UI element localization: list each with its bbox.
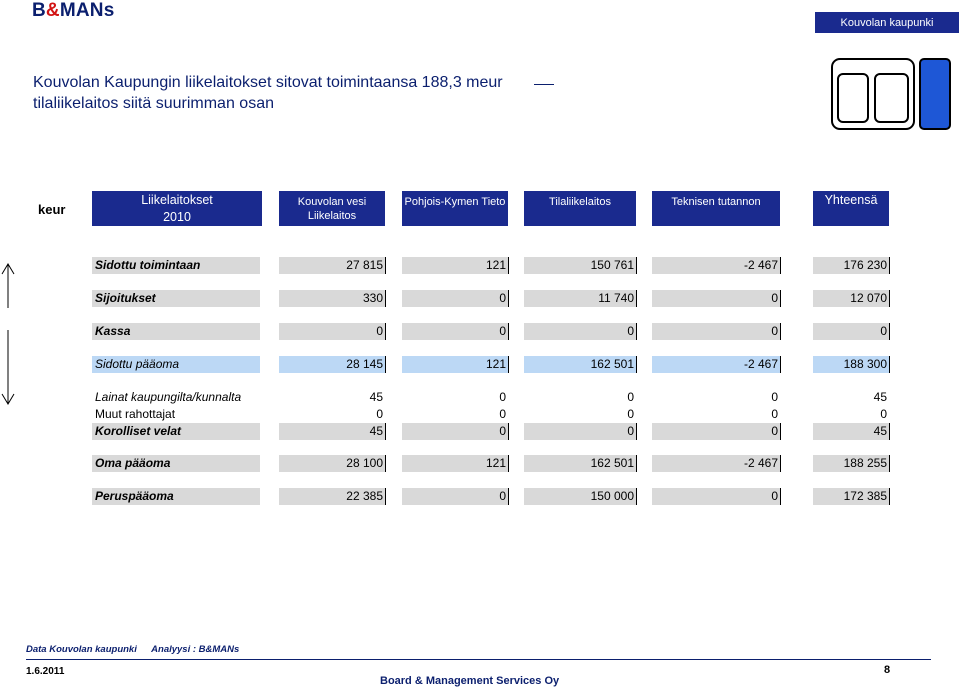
header-line: Pohjois-Kymen Tieto bbox=[404, 196, 506, 208]
title-dash bbox=[534, 84, 554, 85]
header-liikelaitokset bbox=[92, 191, 262, 226]
header-tilaliikelaitos bbox=[524, 191, 636, 226]
row-label: Korolliset velat bbox=[92, 423, 260, 440]
header-line: Teknisen tutannon bbox=[671, 196, 761, 208]
column-separator bbox=[385, 423, 386, 440]
table-cell: -2 467 bbox=[652, 455, 780, 472]
header-line: Liikelaitos bbox=[307, 209, 357, 222]
company-name: Board & Management Services Oy bbox=[380, 675, 560, 687]
table-cell: 0 bbox=[402, 488, 508, 505]
table-cell: 0 bbox=[652, 290, 780, 307]
unit-label: keur bbox=[38, 202, 66, 217]
table-cell: 0 bbox=[813, 323, 889, 340]
column-separator bbox=[780, 423, 781, 440]
column-separator bbox=[508, 290, 509, 307]
table-cell: 121 bbox=[402, 257, 508, 274]
table-cell: 22 385 bbox=[279, 488, 385, 505]
column-separator bbox=[889, 356, 890, 373]
column-separator bbox=[889, 323, 890, 340]
brand-logo: B&MANs bbox=[32, 0, 115, 21]
column-separator bbox=[508, 323, 509, 340]
row-label: Sidottu toimintaan bbox=[92, 257, 260, 274]
table-cell: 45 bbox=[873, 390, 887, 404]
column-separator bbox=[636, 290, 637, 307]
column-separator bbox=[780, 455, 781, 472]
column-separator bbox=[636, 257, 637, 274]
header-teknisen-tutannon bbox=[652, 191, 780, 226]
header-line: Kouvolan vesi bbox=[297, 195, 367, 208]
column-separator bbox=[889, 455, 890, 472]
row-label: Oma pääoma bbox=[92, 455, 260, 472]
table-cell: 330 bbox=[279, 290, 385, 307]
row-label: Peruspääoma bbox=[92, 488, 260, 505]
table-cell: 0 bbox=[376, 407, 383, 421]
row-label: Kassa bbox=[92, 323, 260, 340]
table-cell: 0 bbox=[499, 407, 506, 421]
footer-analysis: Analyysi : B&MANs bbox=[151, 644, 240, 655]
column-separator bbox=[780, 488, 781, 505]
row-label: Sidottu pääoma bbox=[92, 356, 260, 373]
table-cell: 11 740 bbox=[524, 290, 636, 307]
column-separator bbox=[636, 455, 637, 472]
header-yhteensa bbox=[813, 191, 889, 226]
header-pohjois-kymen-tieto bbox=[402, 191, 508, 226]
table-cell: 45 bbox=[813, 423, 889, 440]
table-cell: 0 bbox=[524, 323, 636, 340]
table-cell: 0 bbox=[652, 423, 780, 440]
table-cell: 45 bbox=[369, 390, 383, 404]
column-separator bbox=[889, 488, 890, 505]
column-separator bbox=[385, 290, 386, 307]
table-cell: -2 467 bbox=[652, 257, 780, 274]
header-line: Yhteensä bbox=[824, 193, 878, 207]
column-separator bbox=[636, 488, 637, 505]
footer-date: 1.6.2011 bbox=[26, 666, 65, 677]
footer-sources bbox=[26, 644, 251, 655]
column-separator bbox=[508, 455, 509, 472]
column-separator bbox=[889, 257, 890, 274]
table-cell: 28 100 bbox=[279, 455, 385, 472]
table-cell: 0 bbox=[771, 407, 778, 421]
table-cell: 0 bbox=[402, 423, 508, 440]
column-separator bbox=[385, 323, 386, 340]
page-title bbox=[33, 72, 503, 114]
table-cell: -2 467 bbox=[652, 356, 780, 373]
table-cell: 45 bbox=[279, 423, 385, 440]
table-cell: 0 bbox=[524, 423, 636, 440]
client-label: Kouvolan kaupunki bbox=[815, 12, 959, 33]
table-cell: 150 761 bbox=[524, 257, 636, 274]
title-line-2: tilaliikelaitos siitä suurimman osan bbox=[33, 95, 274, 112]
table-cell: 0 bbox=[652, 323, 780, 340]
row-label: Muut rahottajat bbox=[95, 407, 176, 421]
column-separator bbox=[636, 423, 637, 440]
table-cell: 0 bbox=[402, 290, 508, 307]
column-separator bbox=[385, 488, 386, 505]
column-separator bbox=[889, 290, 890, 307]
column-separator bbox=[889, 423, 890, 440]
table-cell: 0 bbox=[880, 407, 887, 421]
table-cell: 0 bbox=[627, 407, 634, 421]
table-cell: 176 230 bbox=[813, 257, 889, 274]
city-logo-icon bbox=[831, 58, 953, 130]
header-kouvolan-vesi bbox=[279, 191, 385, 226]
title-line-1: Kouvolan Kaupungin liikelaitokset sitovat toimintaansa 188,3 meur bbox=[33, 74, 503, 91]
table-cell: 121 bbox=[402, 356, 508, 373]
table-cell: 0 bbox=[627, 390, 634, 404]
table-cell: 28 145 bbox=[279, 356, 385, 373]
header-line: Tilaliikelaitos bbox=[549, 196, 611, 208]
column-separator bbox=[636, 356, 637, 373]
bracket-arrows-icon bbox=[0, 262, 16, 408]
column-separator bbox=[636, 323, 637, 340]
footer-source: Data Kouvolan kaupunki bbox=[26, 644, 137, 655]
page-number: 8 bbox=[884, 664, 891, 676]
header-line: 2010 bbox=[163, 209, 191, 224]
table-cell: 162 501 bbox=[524, 356, 636, 373]
column-separator bbox=[780, 356, 781, 373]
column-separator bbox=[780, 290, 781, 307]
table-cell: 0 bbox=[279, 323, 385, 340]
column-separator bbox=[508, 488, 509, 505]
table-cell: 0 bbox=[499, 390, 506, 404]
table-cell: 150 000 bbox=[524, 488, 636, 505]
column-separator bbox=[385, 257, 386, 274]
table-cell: 188 255 bbox=[813, 455, 889, 472]
table-cell: 0 bbox=[771, 390, 778, 404]
column-separator bbox=[385, 356, 386, 373]
table-cell: 162 501 bbox=[524, 455, 636, 472]
table-cell: 27 815 bbox=[279, 257, 385, 274]
column-separator bbox=[780, 257, 781, 274]
table-cell: 0 bbox=[652, 488, 780, 505]
table-cell: 12 070 bbox=[813, 290, 889, 307]
header-line: Liikelaitokset bbox=[141, 192, 213, 207]
table-cell: 188 300 bbox=[813, 356, 889, 373]
table-cell: 172 385 bbox=[813, 488, 889, 505]
row-label: Lainat kaupungilta/kunnalta bbox=[95, 390, 242, 404]
column-separator bbox=[508, 356, 509, 373]
row-label: Sijoitukset bbox=[92, 290, 260, 307]
column-separator bbox=[780, 323, 781, 340]
column-separator bbox=[508, 257, 509, 274]
table-cell: 0 bbox=[402, 323, 508, 340]
table-cell: 121 bbox=[402, 455, 508, 472]
column-separator bbox=[385, 455, 386, 472]
footer-divider bbox=[26, 659, 931, 660]
column-separator bbox=[508, 423, 509, 440]
